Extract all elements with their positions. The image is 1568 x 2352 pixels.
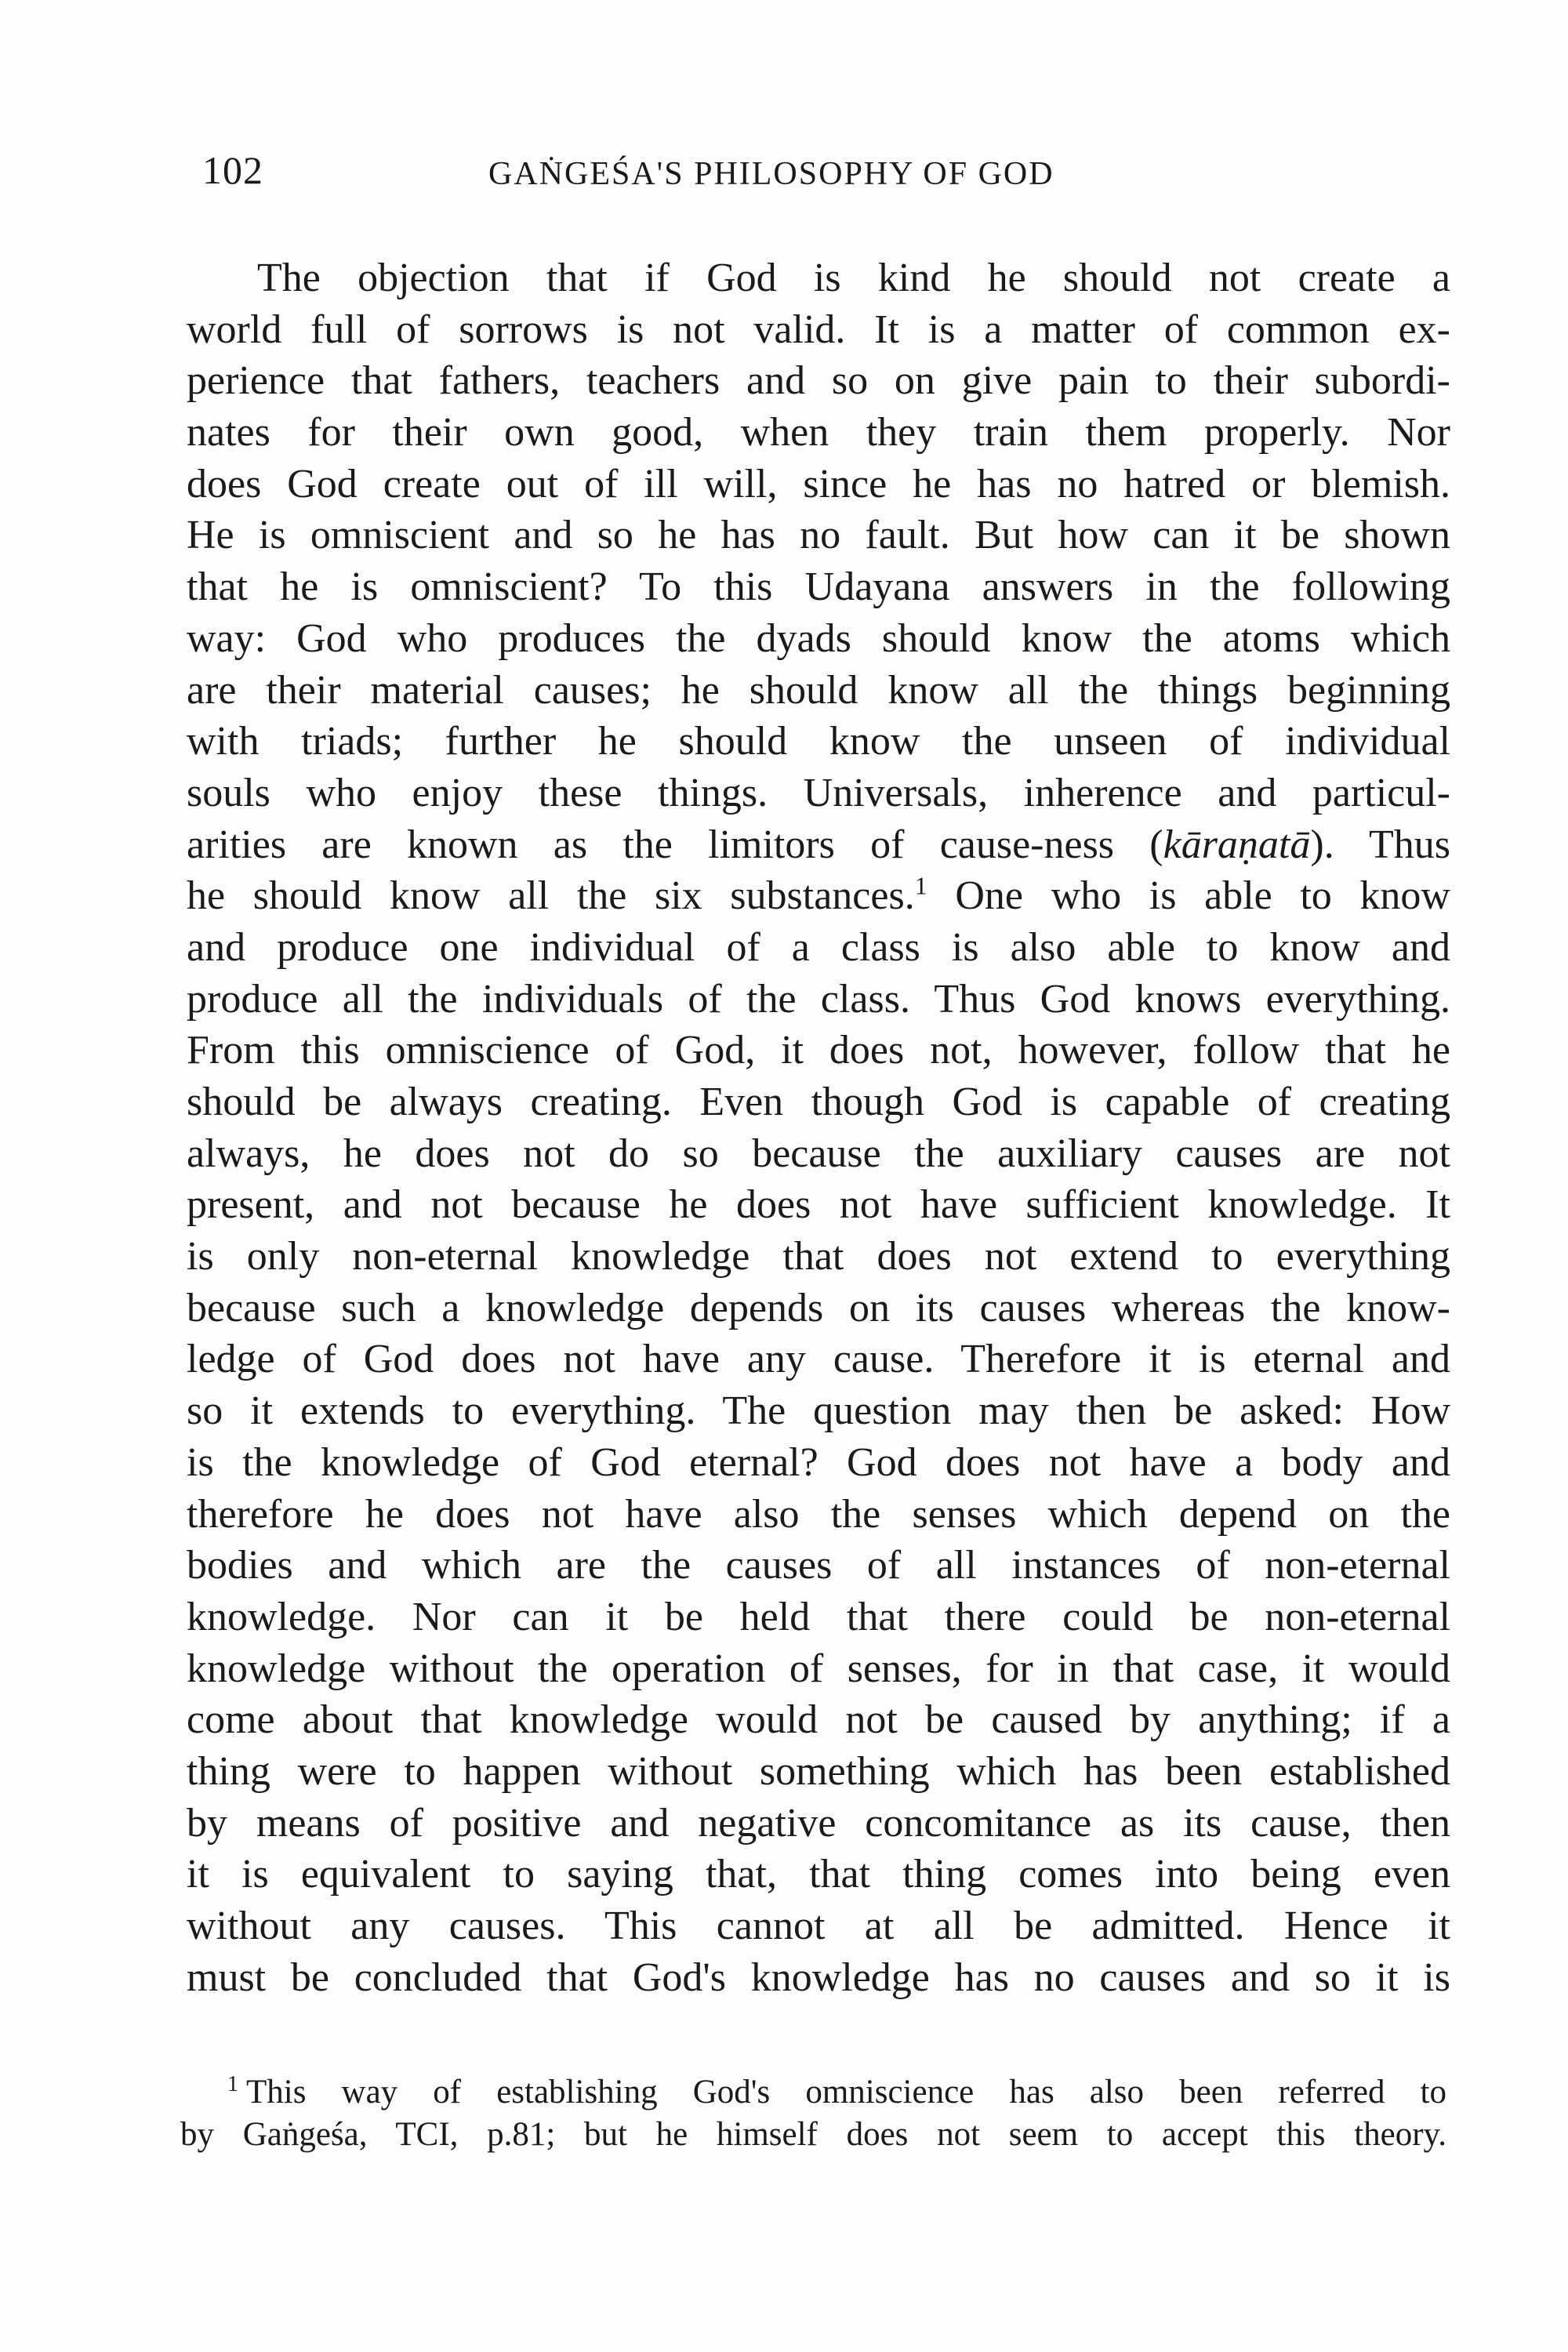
text-line: therefore he does not have also the senses which depend on the	[187, 1491, 1450, 1537]
text-line: without any causes. This cannot at all be admitted. Hence it	[187, 1904, 1450, 1948]
text-line: that he is omniscient? To this Udayana answers in the following	[187, 564, 1450, 610]
text-line: come about that knowledge would not be caused by anything; if a	[187, 1697, 1450, 1743]
italic-term: kāraṇatā	[1163, 822, 1311, 867]
text-line: The objection that if God is kind he should not create a	[257, 256, 1450, 300]
text-line: bodies and which are the causes of all instances of non-eternal	[187, 1543, 1450, 1588]
text-line: by means of positive and negative concomitance as its cause, then	[187, 1800, 1450, 1846]
text-line: knowledge without the operation of senses, for in that case, it would	[187, 1646, 1450, 1691]
text-line: knowledge. Nor can it be held that there could be non-eternal	[187, 1594, 1450, 1639]
text-line: way: God who produces the dyads should know the atoms which	[187, 615, 1450, 661]
footnote-reference: 1	[914, 871, 927, 900]
text-line-italic-term	[187, 819, 1450, 871]
text-line: does God create out of ill will, since he has no hatred or blemish.	[187, 461, 1450, 506]
text-line: and produce one individual of a class is also able to know and	[187, 924, 1450, 970]
text-line: must be concluded that God's knowledge has no causes and so it is	[187, 1955, 1450, 2000]
text-line: He is omniscient and so he has no fault. But how can it be shown	[187, 513, 1450, 558]
footnote-text: This way of establishing God's omniscience has also been referred to	[246, 2074, 1446, 2111]
text-line: produce all the individuals of the class. Thus God knows everything.	[187, 976, 1450, 1022]
footnote	[180, 2071, 1446, 2156]
text-segment: One who is able to know	[927, 873, 1450, 919]
text-line: world full of sorrows is not valid. It is a matter of common ex-	[187, 307, 1450, 352]
running-head	[202, 147, 1449, 210]
text-line: thing were to happen without something which has been established	[187, 1748, 1450, 1794]
text-line: are their material causes; he should know all the things beginning	[187, 667, 1450, 713]
text-line-footnote-ref	[187, 870, 1450, 922]
running-title: GAṄGEŚA'S PHILOSOPHY OF GOD	[488, 156, 1054, 192]
text-segment: he should know all the six substances.	[187, 873, 915, 919]
text-segment: arities are known as the limitors of cause-ness (	[187, 822, 1163, 867]
text-line: present, and not because he does not have sufficient knowledge. It	[187, 1182, 1450, 1228]
footnote-line: by Gaṅgeśa, TCI, p.81; but he himself does not seem to accept this theory.	[180, 2116, 1446, 2153]
text-segment: ). Thus	[1310, 822, 1450, 867]
text-line: so it extends to everything. The question may then be asked: How	[187, 1388, 1450, 1434]
text-line: ledge of God does not have any cause. Therefore it is eternal and	[187, 1337, 1450, 1382]
footnote-mark: 1	[227, 2071, 238, 2096]
text-line: From this omniscience of God, it does not, however, follow that he	[187, 1028, 1450, 1073]
text-line: perience that fathers, teachers and so on give pain to their subordi-	[187, 358, 1450, 404]
body-text	[187, 252, 1450, 2003]
footnote-line	[180, 2071, 1446, 2114]
text-line: because such a knowledge depends on its causes whereas the know-	[187, 1285, 1450, 1330]
text-line: souls who enjoy these things. Universals, inherence and particul-	[187, 770, 1450, 815]
text-line: nates for their own good, when they train them properly. Nor	[187, 410, 1450, 456]
text-line: is the knowledge of God eternal? God does not have a body and	[187, 1439, 1450, 1485]
text-line: always, he does not do so because the auxiliary causes are not	[187, 1131, 1450, 1176]
page-number: 102	[202, 148, 263, 192]
text-line: is only non-eternal knowledge that does not extend to everything	[187, 1234, 1450, 1279]
text-line: it is equivalent to saying that, that thing comes into being even	[187, 1852, 1450, 1897]
text-line: should be always creating. Even though God is capable of creating	[187, 1080, 1450, 1124]
text-line: with triads; further he should know the unseen of individual	[187, 719, 1450, 764]
